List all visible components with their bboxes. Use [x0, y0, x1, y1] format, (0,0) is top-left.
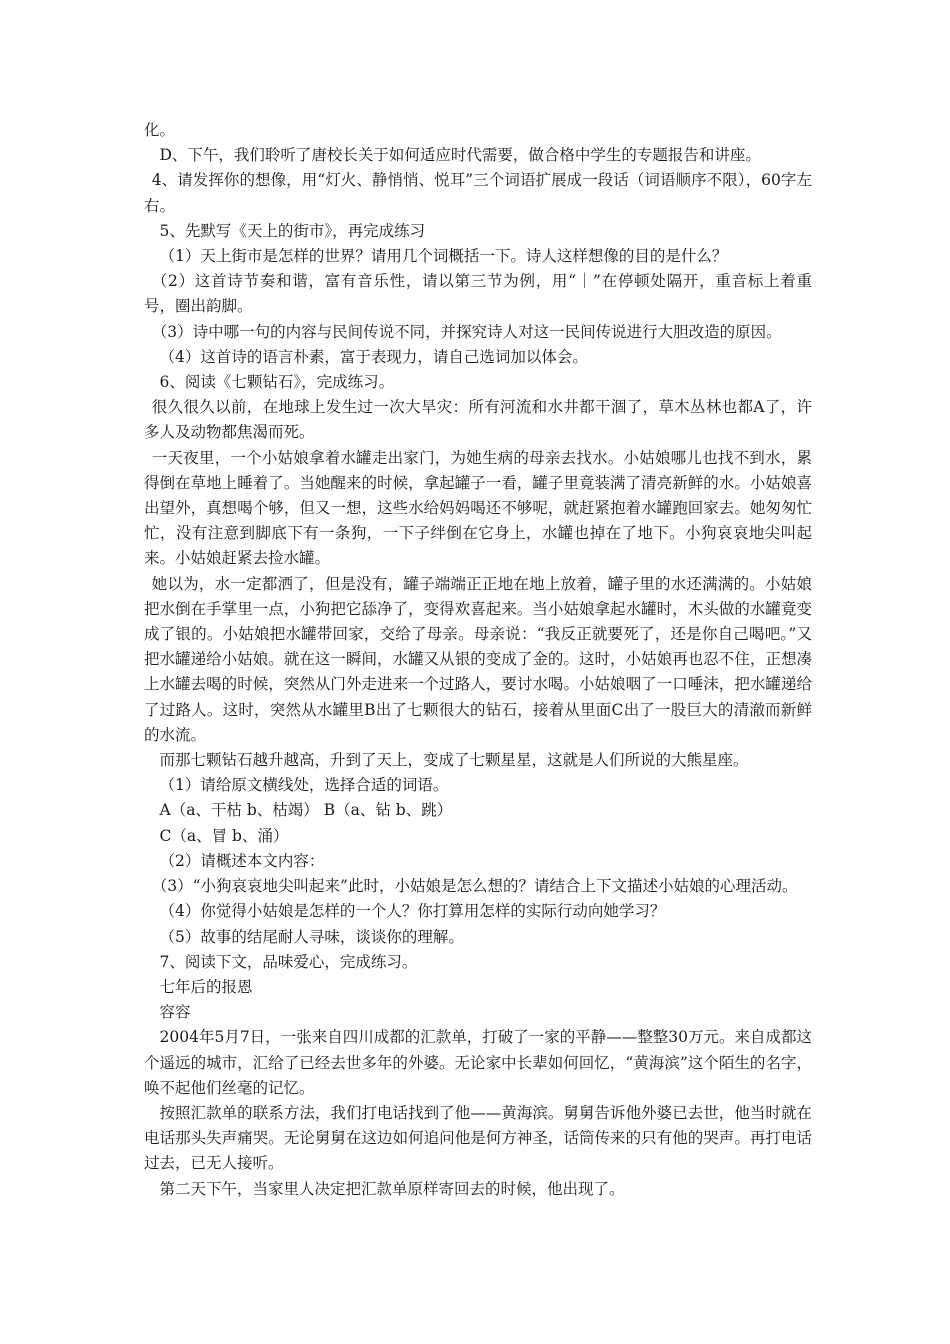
paragraph-12: 而那七颗钻石越升越高，升到了天上，变成了七颗星星，这就是人们所说的大熊星座。 [159, 751, 749, 770]
paragraph-3: 5、先默写《天上的街市》，再完成练习 [159, 221, 426, 240]
paragraph-6: （3）诗中哪一句的内容与民间传说不同，并探究诗人对这一民间传说进行大胆改造的原因。 [151, 322, 782, 341]
article-author: 容容 [159, 1003, 191, 1022]
paragraph-16: （2）请概述本文内容： [159, 851, 325, 870]
paragraph-18: （4）你觉得小姑娘是怎样的一个人？你打算用怎样的实际行动向她学习？ [159, 902, 666, 921]
paragraph-8: 6、阅读《七颗钻石》，完成练习。 [159, 373, 395, 392]
paragraph-19: （5）故事的结尾耐人寻味，谈谈你的理解。 [159, 927, 464, 946]
paragraph-4: （1）天上街市是怎样的世界？请用几个词概括一下。诗人这样想像的目的是什么？ [159, 247, 728, 266]
paragraph-0: 化。 [144, 121, 176, 139]
paragraph-9: 很久很久以前，在地球上发生过一次大旱灾：所有河流和水井都干涸了，草木丛林也都A了，许多人及动物都焦渴而死。 [144, 398, 812, 442]
paragraph-5: （2）这首诗节奏和谐，富有音乐性，请以第三节为例，用“｜”在停顿处隔开，重音标上着重号，圈出韵脚。 [144, 272, 812, 316]
paragraph-11: 她以为，水一定都洒了，但是没有，罐子端端正正地在地上放着，罐子里的水还满满的。小姑娘把水倒在手掌里一点，小狗把它舔净了，变得欢喜起来。当小姑娘拿起水罐时，木头做的水罐竟变成了银的。小姑娘把水罐带回家，交给了母亲。母亲说：“我反正就要死了，还是你自己喝吧。”又把水罐递给小姑娘。就在这一瞬间，水罐又从银的变成了金的。这时，小姑娘再也忍不住，正想凑上水罐去喝的时候，突然从门外走进来一个过路人，要讨水喝。小姑娘咽了一口唾沫，把水罐递给了过路人。这时，突然从水罐里B出了七颗很大的钻石，接着从里面C出了一股巨大的清澈而新鲜的水流。 [144, 574, 812, 744]
paragraph-7: （4）这首诗的语言朴素，富于表现力，请自己选词加以体会。 [159, 347, 588, 366]
paragraph-23: 2004年5月7日，一张来自四川成都的汇款单，打破了一家的平静——整整30万元。来自成都这个遥远的城市，汇给了已经去世多年的外婆。无论家中长辈如何回忆，“黄海滨”这个陌生的名字，唤不起他们丝毫的记忆。 [144, 1028, 812, 1097]
paragraph-20: 7、阅读下文，品味爱心，完成练习。 [159, 952, 418, 971]
paragraph-17: （3）“小狗哀哀地尖叫起来”此时，小姑娘是怎么想的？请结合上下文描述小姑娘的心理活动。 [151, 877, 798, 896]
paragraph-2: 4、请发挥你的想像，用“灯火、静悄悄、悦耳”三个词语扩展成一段话（词语顺序不限），60字左右。 [144, 171, 812, 215]
paragraph-24: 按照汇款单的联系方法，我们打电话找到了他——黄海滨。舅舅告诉他外婆已去世，他当时就在电话那头失声痛哭。无论舅舅在这边如何追问他是何方神圣，话筒传来的只有他的哭声。再打电话过去，已无人接听。 [144, 1103, 812, 1173]
paragraph-10: 一天夜里，一个小姑娘拿着水罐走出家门，为她生病的母亲去找水。小姑娘哪儿也找不到水，累得倒在草地上睡着了。当她醒来的时候，拿起罐子一看，罐子里竟装满了清亮新鲜的水。小姑娘喜出望外，真想喝个够，但又一想，这些水给妈妈喝还不够呢，就赶紧抱着水罐跑回家去。她匆匆忙忙，没有注意到脚底下有一条狗，一下子绊倒在它身上，水罐也掉在了地下。小狗哀哀地尖叫起来。小姑娘赶紧去捡水罐。 [144, 448, 812, 568]
paragraph-25: 第二天下午，当家里人决定把汇款单原样寄回去的时候，他出现了。 [159, 1179, 625, 1198]
paragraph-13: （1）请给原文横线处，选择合适的词语。 [159, 776, 449, 795]
document-page [144, 118, 812, 1202]
paragraph-15: C（a、冒 b、涌） [159, 826, 289, 845]
paragraph-14: A（a、干枯 b、枯竭） B（a、钻 b、跳） [159, 801, 453, 820]
paragraph-1: D、下午，我们聆听了唐校长关于如何适应时代需要，做合格中学生的专题报告和讲座。 [159, 146, 761, 165]
article-title: 七年后的报恩 [159, 977, 253, 996]
